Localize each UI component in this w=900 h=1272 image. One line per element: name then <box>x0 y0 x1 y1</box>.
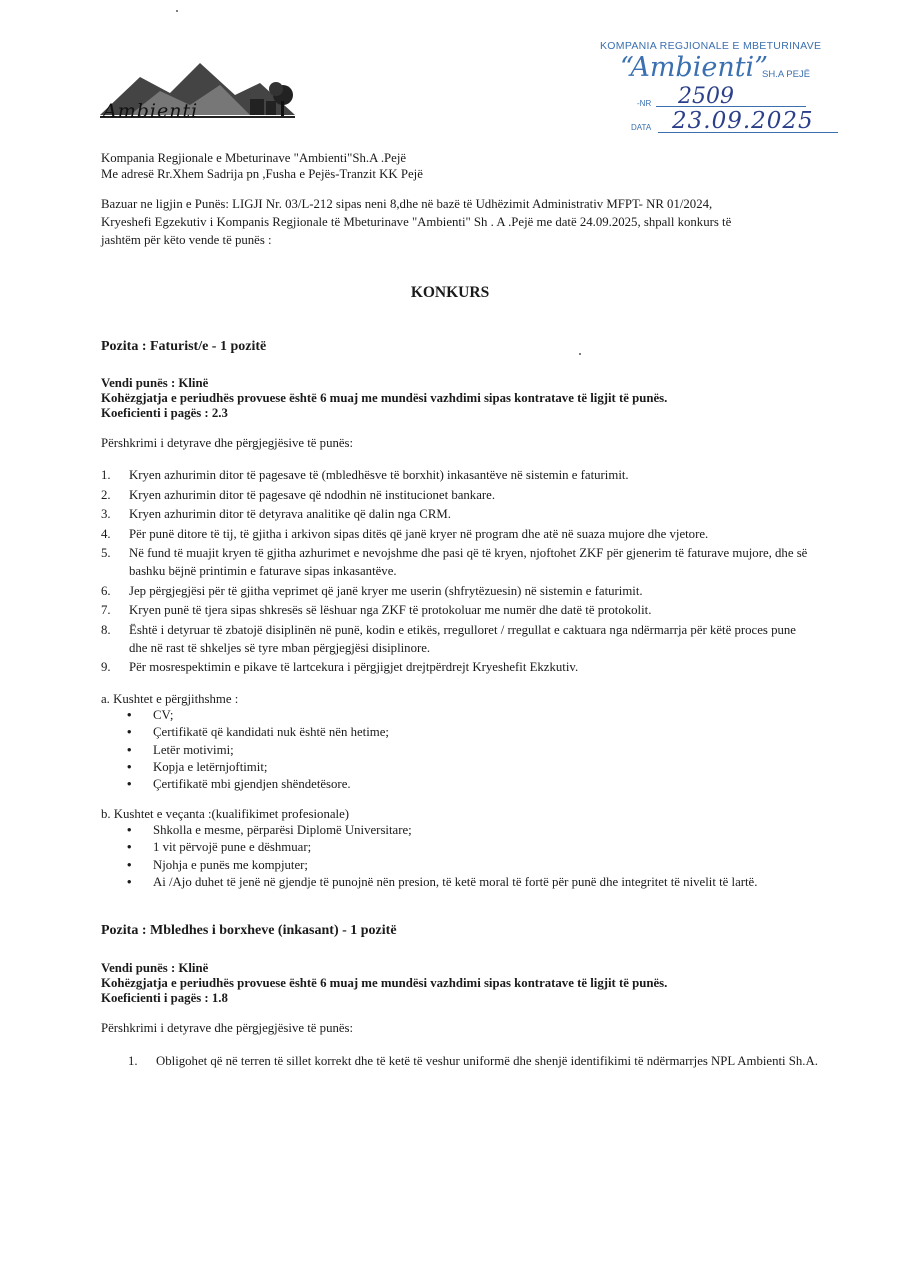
duty-number: 9. <box>101 660 111 674</box>
special-condition-item: • Ai /Ajo duhet të jenë në gjendje të punojnë nën presion, të ketë moral të fortë për punë dhe integritet të nivelit të lartë. <box>127 874 817 891</box>
intro-line: Kryeshefi Egzekutiv i Kompanis Regjionale të Mbeturinave "Ambienti" Sh . A .Pejë me datë 24.09.2025, shpall konkurs të <box>101 215 732 229</box>
stamp-divider <box>656 106 806 107</box>
duties-list <box>128 1052 818 1072</box>
duty-text: Kryen azhurimin ditor të pagesave të (mbledhësve të borxhit) inkasantëve në sistemin e faturimit. <box>129 468 629 482</box>
duty-number: 8. <box>101 622 111 637</box>
stamp-name: “Ambienti” <box>620 52 768 83</box>
special-conditions-list <box>127 822 817 891</box>
duty-text: Kryen azhurimin ditor të pagesave që ndodhin në institucionet bankare. <box>129 487 496 502</box>
duty-item <box>101 544 813 580</box>
scan-speck <box>176 10 178 12</box>
stamp-org: KOMPANIA REGJIONALE E MBETURINAVE <box>600 40 822 52</box>
stamp-date: 23.09.2025 <box>672 108 814 134</box>
duty-text: Kryen punë të tjera sipas shkresës së lëshuar nga ZKF të protokoluar me numër dhe datë të protokolit. <box>129 603 652 617</box>
duty-text: Në fund të muajit kryen të gjitha azhurimet e nevojshme dhe pasi që të kryen, njoftohet ZKF për gjenerim të faturave mujore, dhe së bashku bëjnë printimin e faturave sipas inkasantëve. <box>129 546 808 578</box>
logo-text: Ambienti <box>103 100 199 122</box>
stamp-divider <box>658 132 838 133</box>
stamp-data-label: DATA <box>631 123 652 132</box>
special-conditions-title: b. Kushtet e veçanta :(kualifikimet profesionale) <box>101 807 350 821</box>
intro-line: Bazuar ne ligjin e Punës: LIGJI Nr. 03/L-212 sipas neni 8,dhe në bazë të Udhëzimit Administrativ MFPT- NR 01/2024, <box>101 197 713 211</box>
general-condition-item: • Kopja e letërnjoftimit; <box>127 759 817 776</box>
special-condition-item: • Shkolla e mesme, përparësi Diplomë Universitare; <box>127 822 817 839</box>
intro-line: jashtëm për këto vende të punës : <box>101 233 272 247</box>
duty-number: 5. <box>101 546 111 560</box>
salary-coefficient: Koeficienti i pagës : 1.8 <box>101 991 228 1005</box>
stamp-suffix: SH.A PEJË <box>762 69 811 80</box>
probation-period: Kohëzgjatja e periudhës provuese është 6 muaj me mundësi vazhdimi sipas kontratave të ligjit të punës. <box>101 391 668 405</box>
duty-item <box>101 658 813 676</box>
duty-number: 3. <box>101 507 111 521</box>
duty-number: 7. <box>101 603 111 617</box>
duty-number: 1. <box>128 1054 138 1068</box>
duties-list <box>101 466 813 678</box>
duty-item <box>101 525 813 543</box>
duty-number: 2. <box>101 487 111 502</box>
duty-text: Kryen azhurimin ditor të detyrava analitike që dalin nga CRM. <box>129 507 451 521</box>
duty-number: 4. <box>101 526 111 541</box>
duty-number: 6. <box>101 583 111 598</box>
general-condition-item: • CV; <box>127 707 817 724</box>
position-heading: Pozita : Faturist/e - 1 pozitë <box>101 339 267 354</box>
document-title: KONKURS <box>410 284 490 301</box>
general-condition-item: • Çertifikatë mbi gjendjen shëndetësore. <box>127 776 817 793</box>
duties-intro: Përshkrimi i detyrave dhe përgjegjësive të punës: <box>101 1021 354 1035</box>
duty-item <box>101 621 813 657</box>
duty-item <box>101 466 813 484</box>
address-line: Me adresë Rr.Xhem Sadrija pn ,Fusha e Pejës-Tranzit KK Pejë <box>101 167 423 181</box>
salary-coefficient: Koeficienti i pagës : 2.3 <box>101 406 228 420</box>
stamp-number: 2509 <box>678 84 734 109</box>
duty-item <box>128 1052 818 1070</box>
scan-speck <box>579 353 581 355</box>
duty-item <box>101 601 813 619</box>
position-heading: Pozita : Mbledhes i borxheve (inkasant) - 1 pozitë <box>101 923 397 938</box>
general-conditions-title: a. Kushtet e përgjithshme : <box>101 692 239 706</box>
general-condition-item: • Letër motivimi; <box>127 742 817 759</box>
general-conditions-list <box>127 707 817 793</box>
special-condition-item: • 1 vit përvojë pune e dëshmuar; <box>127 839 817 856</box>
probation-period: Kohëzgjatja e periudhës provuese është 6 muaj me mundësi vazhdimi sipas kontratave të ligjit të punës. <box>101 976 668 990</box>
general-condition-item: • Çertifikatë që kandidati nuk është nën hetime; <box>127 724 817 741</box>
duty-text: Për punë ditore të tij, të gjitha i arkivon sipas ditës që janë kryer në program dhe atë në suaza mujore dhe vjetore. <box>129 526 709 541</box>
duty-item <box>101 486 813 504</box>
duty-text: Obligohet që në terren të sillet korrekt dhe të ketë të veshur uniformë dhe shenjë identifikimi të ndërmarrjes NPL Ambienti Sh.A. <box>156 1054 818 1068</box>
special-condition-item: • Njohja e punës me kompjuter; <box>127 857 817 874</box>
work-place: Vendi punës : Klinë <box>101 961 209 975</box>
duty-text: Jep përgjegjësi për të gjitha veprimet që janë kryer me userin (shfrytëzuesin) në sistemin e faturimit. <box>129 583 643 598</box>
company-line: Kompania Regjionale e Mbeturinave "Ambienti"Sh.A .Pejë <box>101 151 407 165</box>
stamp-nr-label: -NR <box>637 99 652 108</box>
duty-item <box>101 582 813 600</box>
duty-number: 1. <box>101 468 111 482</box>
duty-item <box>101 505 813 523</box>
duty-text: Është i detyruar të zbatojë disiplinën në punë, kodin e etikës, rregulloret / rregullat e caktuara nga ndërmarrja për këtë proces pune dhe në rast të shkeljes së tyre mban përgjegjësi disiplinore. <box>129 622 796 655</box>
duties-intro: Përshkrimi i detyrave dhe përgjegjësive të punës: <box>101 436 354 450</box>
work-place: Vendi punës : Klinë <box>101 376 209 390</box>
duty-text: Për mosrespektimin e pikave të lartcekura i përgjigjet drejtpërdrejt Kryeshefit Ekzkutiv. <box>129 660 579 674</box>
